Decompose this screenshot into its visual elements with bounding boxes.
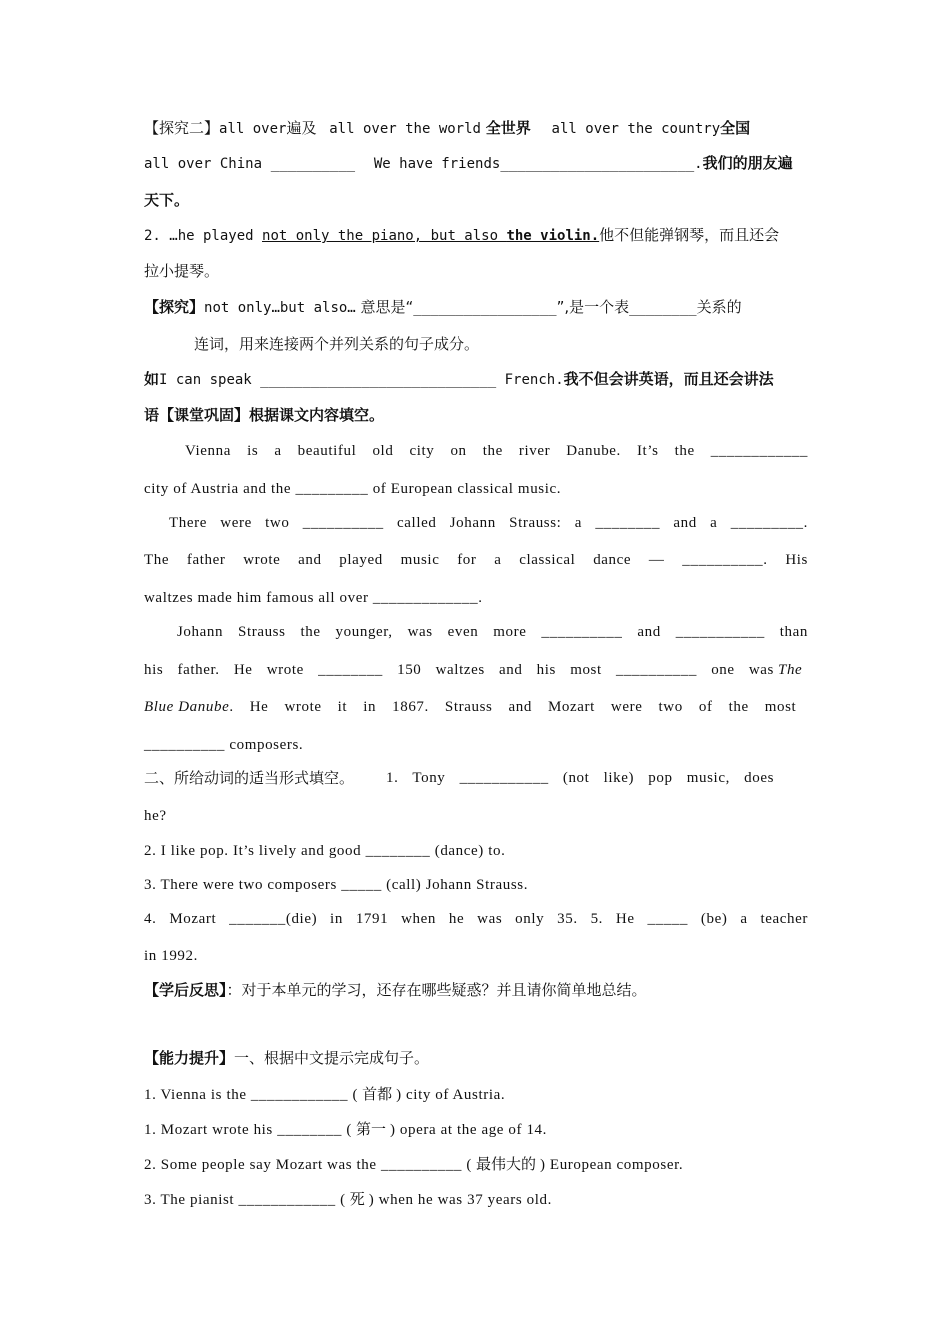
- passage-title-start: The: [778, 662, 803, 678]
- explore2-label: 【探究二】: [144, 119, 220, 137]
- explore2-translation: 我们的朋友遍: [702, 154, 793, 172]
- passage-line8: [144, 697, 808, 717]
- explore-explanation: 连词，用来连接两个并列关系的句子成分。: [194, 335, 480, 353]
- reflection-label: 【学后反思】: [144, 981, 227, 999]
- explore2-blank-friends[interactable]: _______________________.: [500, 156, 703, 172]
- passage-line7: [144, 660, 808, 680]
- passage-line8-text: . He wrote it in 1867. Strauss and Mozart were two of the most: [229, 699, 797, 715]
- ability-heading: 一、根据中文提示完成句子。: [234, 1049, 430, 1067]
- ability-sentence4: [144, 1189, 808, 1210]
- explore-structure: not only…but also…: [204, 300, 356, 316]
- ability-label: 【能力提升】: [144, 1049, 235, 1067]
- example-line1: [144, 369, 808, 390]
- explore2-translation-end: 天下。: [144, 191, 190, 209]
- passage-line6: Johann Strauss the younger, was even more __________ and ___________ than: [177, 624, 808, 640]
- passage-line3: There were two __________ called Johann Strauss: a ________ and a _________.: [169, 515, 808, 531]
- explore2-phrase-world: all over the world: [329, 121, 481, 137]
- ability-s1-hint: 首都: [362, 1085, 393, 1103]
- explore2-meaning-all-over: 遍及: [286, 119, 317, 137]
- item2-underlined-phrase: not only the piano, but also: [262, 228, 507, 244]
- ability-s1-end: ) city of Austria.: [396, 1087, 506, 1103]
- ability-heading-line: [144, 1048, 808, 1068]
- example-blank[interactable]: ____________________________: [260, 372, 497, 388]
- explore-label: 【探究】: [144, 298, 205, 316]
- passage-line7-text: his father. He wrote ________ 150 waltzes and his most __________ one was: [144, 662, 774, 678]
- explore-blank-relation[interactable]: ________: [629, 300, 697, 316]
- explore-relation-end: 关系的: [696, 298, 742, 316]
- passage-title-end: Blue Danube: [144, 699, 230, 715]
- item2-underlined-violin: the violin.: [506, 228, 600, 244]
- passage-line1: Vienna is a beautiful old city on the river Danube. It’s the ____________: [185, 443, 808, 459]
- ability-sentence2: [144, 1119, 808, 1140]
- ability-sentence3: [144, 1154, 808, 1175]
- example-sentence-end: French.: [496, 372, 564, 388]
- passage-line2: city of Austria and the _________ of European classical music.: [144, 481, 562, 497]
- part2-question1: 1. Tony ___________ (not like) pop music, does: [386, 770, 775, 786]
- explore2-phrase-china: all over China: [144, 156, 263, 172]
- ability-s4-end: ) when he was 37 years old.: [368, 1192, 552, 1208]
- reflection-line: [144, 980, 808, 1000]
- item2-translation-end: 拉小提琴。: [144, 262, 220, 280]
- ability-s2-end: ) opera at the age of 14.: [389, 1122, 548, 1138]
- ability-s1-start: 1. Vienna is the ____________ (: [144, 1087, 359, 1103]
- ability-s2-start: 1. Mozart wrote his ________ (: [144, 1122, 352, 1138]
- item2-line1: [144, 225, 808, 246]
- ability-s4-start: 3. The pianist ____________ (: [144, 1192, 346, 1208]
- explore2-phrase-country: all over the country: [551, 121, 721, 137]
- example-translation-end: 语【课堂巩固】根据课文内容填空。: [144, 406, 385, 424]
- part2-question1-end: he?: [144, 808, 167, 824]
- reflection-text: ：对于本单元的学习，还存在哪些疑惑？并且请你简单地总结。: [226, 981, 647, 999]
- explore2-phrase-all-over: all over: [219, 121, 287, 137]
- example-prefix: 如: [144, 370, 160, 388]
- ability-sentence1: [144, 1084, 808, 1105]
- explore2-blank-china[interactable]: __________: [270, 156, 356, 172]
- explore-line1: [144, 297, 808, 318]
- ability-s3-hint: 最伟大的: [475, 1155, 536, 1173]
- passage-line4: The father wrote and played music for a classical dance — __________. His: [144, 552, 808, 568]
- passage-line9: __________ composers.: [144, 737, 304, 753]
- explore-blank-meaning[interactable]: _________________: [413, 300, 557, 316]
- explore2-line3: [144, 190, 808, 210]
- item2-number: 2. …he played: [144, 228, 263, 244]
- explore2-line1: [144, 118, 808, 139]
- explore2-line2: [144, 153, 808, 174]
- example-sentence-start: I can speak: [159, 372, 261, 388]
- explore2-meaning-country: 全国: [720, 119, 751, 137]
- item2-line2: [144, 261, 808, 281]
- part2-question4-end: in 1992.: [144, 948, 198, 964]
- part2-question3: 3. There were two composers _____ (call) Johann Strauss.: [144, 877, 529, 893]
- explore2-meaning-world: 全世界: [485, 119, 531, 137]
- explore-meaning-label: 意思是“: [355, 298, 414, 316]
- explore-line2: [194, 334, 858, 354]
- ability-s4-hint: 死: [349, 1190, 365, 1208]
- example-translation: 我不但会讲英语，而且还会讲法: [563, 370, 774, 388]
- passage-line5: waltzes made him famous all over _____________.: [144, 590, 483, 606]
- part2-question2: 2. I like pop. It’s lively and good ________ (dance) to.: [144, 843, 506, 859]
- ability-s3-start: 2. Some people say Mozart was the __________ (: [144, 1157, 472, 1173]
- explore-relation-label: ”,是一个表: [556, 298, 630, 316]
- ability-s2-hint: 第一: [355, 1120, 386, 1138]
- part2-question4: 4. Mozart _______(die) in 1791 when he was only 35. 5. He _____ (be) a teacher: [144, 911, 808, 927]
- example-line2: [144, 405, 808, 425]
- part2-heading: 二、所给动词的适当形式填空。: [144, 769, 355, 787]
- item2-translation: 他不但能弹钢琴，而且还会: [599, 226, 780, 244]
- explore2-sentence-friends: We have friends: [373, 156, 501, 172]
- part2-line1: [144, 768, 808, 788]
- ability-s3-end: ) European composer.: [539, 1157, 684, 1173]
